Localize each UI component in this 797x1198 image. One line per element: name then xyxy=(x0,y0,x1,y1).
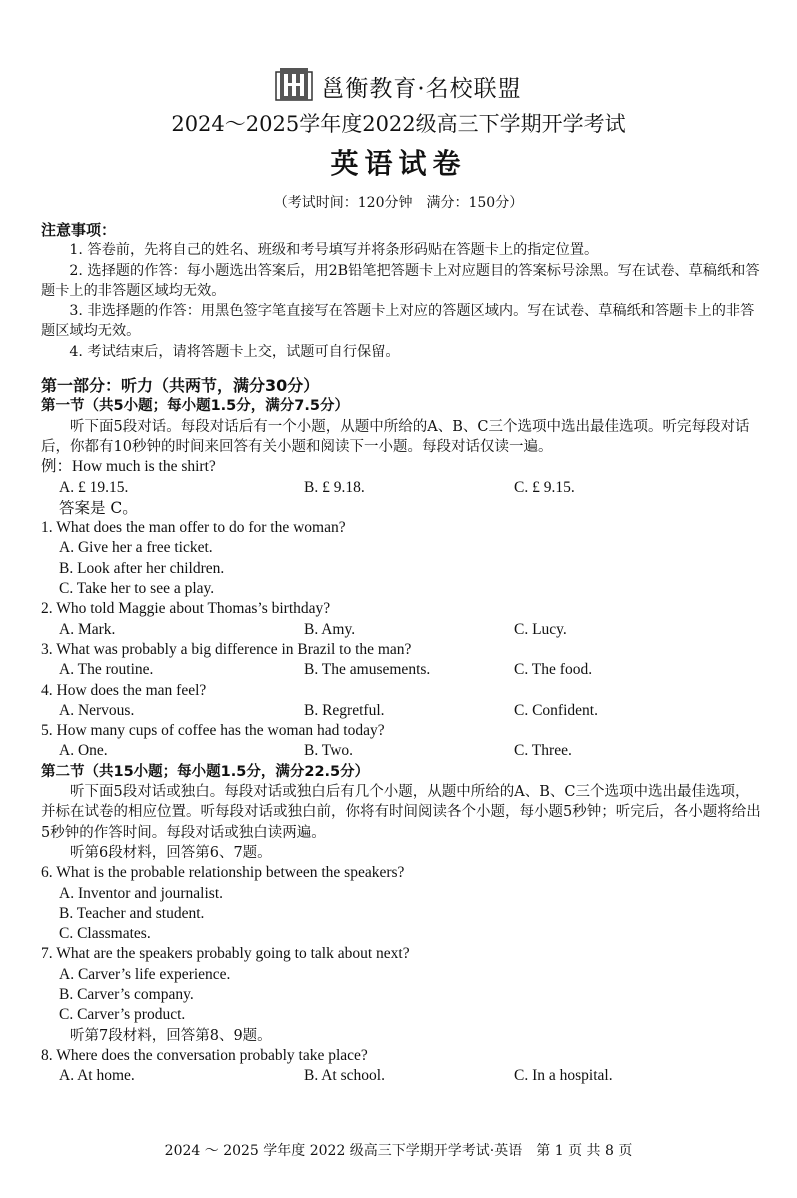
question-6: 6. What is the probable relationship between the speakers? xyxy=(41,864,405,882)
option-a: A. The routine. xyxy=(59,661,154,679)
question-2: 2. Who told Maggie about Thomas’s birthday? xyxy=(41,600,331,618)
example-options xyxy=(41,478,761,498)
exam-info: （考试时间：120分钟 满分：150分） xyxy=(273,195,524,211)
option-c: C. £ 9.15. xyxy=(514,478,575,496)
notice-item: 3. 非选择题的作答：用黑色签字笔直接写在答题卡上对应的答题区域内。写在试卷、草稿纸和答题卡上的非答题区域均无效。 xyxy=(41,303,755,340)
question-8-options xyxy=(41,1066,761,1086)
question-3: 3. What was probably a big difference in Brazil to the man? xyxy=(41,640,412,658)
notice-item: 4. 考试结束后，请将答题卡上交，试题可自行保留。 xyxy=(69,343,400,360)
option-b: B. Two. xyxy=(304,742,354,760)
page-footer: 2024 ～ 2025 学年度 2022 级高三下学期开学考试·英语 第 1 页 共 8 页 xyxy=(164,1143,633,1159)
option-c: C. Carver’s product. xyxy=(59,1006,186,1024)
option-b: B. At school. xyxy=(304,1067,385,1085)
option-c: C. Lucy. xyxy=(514,620,567,638)
option-b: B. Carver’s company. xyxy=(59,985,194,1003)
question-4-options xyxy=(41,701,761,721)
option-a: A. At home. xyxy=(59,1067,135,1085)
section2-title: 第二节（共15小题；每小题1.5分，满分22.5分） xyxy=(41,763,370,780)
school-logo-icon xyxy=(275,66,313,106)
option-a: A. Carver’s life experience. xyxy=(59,965,231,983)
option-a: A. Inventor and journalist. xyxy=(59,884,224,902)
option-b: B. The amusements. xyxy=(304,661,431,679)
question-7: 7. What are the speakers probably going to talk about next? xyxy=(41,945,410,963)
question-4: 4. How does the man feel? xyxy=(41,681,207,699)
option-a: A. Nervous. xyxy=(59,701,135,719)
option-b: B. Teacher and student. xyxy=(59,904,205,922)
option-c: C. Confident. xyxy=(514,701,598,719)
option-b: B. £ 9.18. xyxy=(304,478,365,496)
material-6-note: 听第6段材料，回答第6、7题。 xyxy=(70,844,272,861)
section2-instructions: 听下面5段对话或独白。每段对话或独白后有几个小题，从题中所给的A、B、C三个选项中选出最佳选项，并标在试卷的相应位置。听每段对话或独白前，你将有时间阅读各个小题，每小题5秒钟；听完后，各小题将给出5秒钟的作答时间。每段对话或独白读两遍。 xyxy=(41,784,761,841)
example-answer: 答案是 C。 xyxy=(59,498,138,517)
option-b: B. Amy. xyxy=(304,620,356,638)
brand-row xyxy=(0,66,797,106)
option-b: B. Look after her children. xyxy=(59,559,225,577)
part1-title: 第一部分：听力（共两节，满分30分） xyxy=(41,376,320,396)
notice-title: 注意事项： xyxy=(41,221,117,239)
question-2-options xyxy=(41,620,761,640)
question-5: 5. How many cups of coffee has the woman had today? xyxy=(41,722,385,740)
section1-instructions: 听下面5段对话。每段对话后有一个小题，从题中所给的A、B、C三个选项中选出最佳选项。听完每段对话后，你都有10秒钟的时间来回答有关小题和阅读下一小题。每段对话仅读一遍。 xyxy=(41,418,750,455)
option-c: C. Take her to see a play. xyxy=(59,580,215,598)
option-c: C. The food. xyxy=(514,661,593,679)
option-c: C. Three. xyxy=(514,742,572,760)
question-1: 1. What does the man offer to do for the woman? xyxy=(41,519,346,537)
question-5-options xyxy=(41,741,761,761)
exam-title: 2024～2025学年度2022级高三下学期开学考试 xyxy=(171,112,626,136)
notice-item: 2. 选择题的作答：每小题选出答案后，用2B铅笔把答题卡上对应题目的答案标号涂黑。写在试卷、草稿纸和答题卡上的非答题区域均无效。 xyxy=(41,262,760,299)
option-a: A. One. xyxy=(59,742,108,760)
exam-content xyxy=(41,220,761,1086)
option-b: B. Regretful. xyxy=(304,701,385,719)
notice-item: 1. 答卷前，先将自己的姓名、班级和考号填写并将条形码贴在答题卡上的指定位置。 xyxy=(69,242,599,259)
option-a: A. Mark. xyxy=(59,620,116,638)
subject-title: 英语试卷 xyxy=(330,147,467,180)
section1-title: 第一节（共5小题；每小题1.5分，满分7.5分） xyxy=(41,398,349,415)
brand-name: 邕衡教育·名校联盟 xyxy=(321,75,522,102)
material-7-note: 听第7段材料，回答第8、9题。 xyxy=(70,1027,272,1044)
option-c: C. In a hospital. xyxy=(514,1067,613,1085)
option-c: C. Classmates. xyxy=(59,925,151,943)
question-3-options xyxy=(41,660,761,680)
option-a: A. £ 19.15. xyxy=(59,478,129,496)
example-question: 例：How much is the shirt? xyxy=(41,458,216,476)
page-header xyxy=(0,66,797,212)
question-8: 8. Where does the conversation probably take place? xyxy=(41,1046,368,1064)
option-a: A. Give her a free ticket. xyxy=(59,539,213,557)
